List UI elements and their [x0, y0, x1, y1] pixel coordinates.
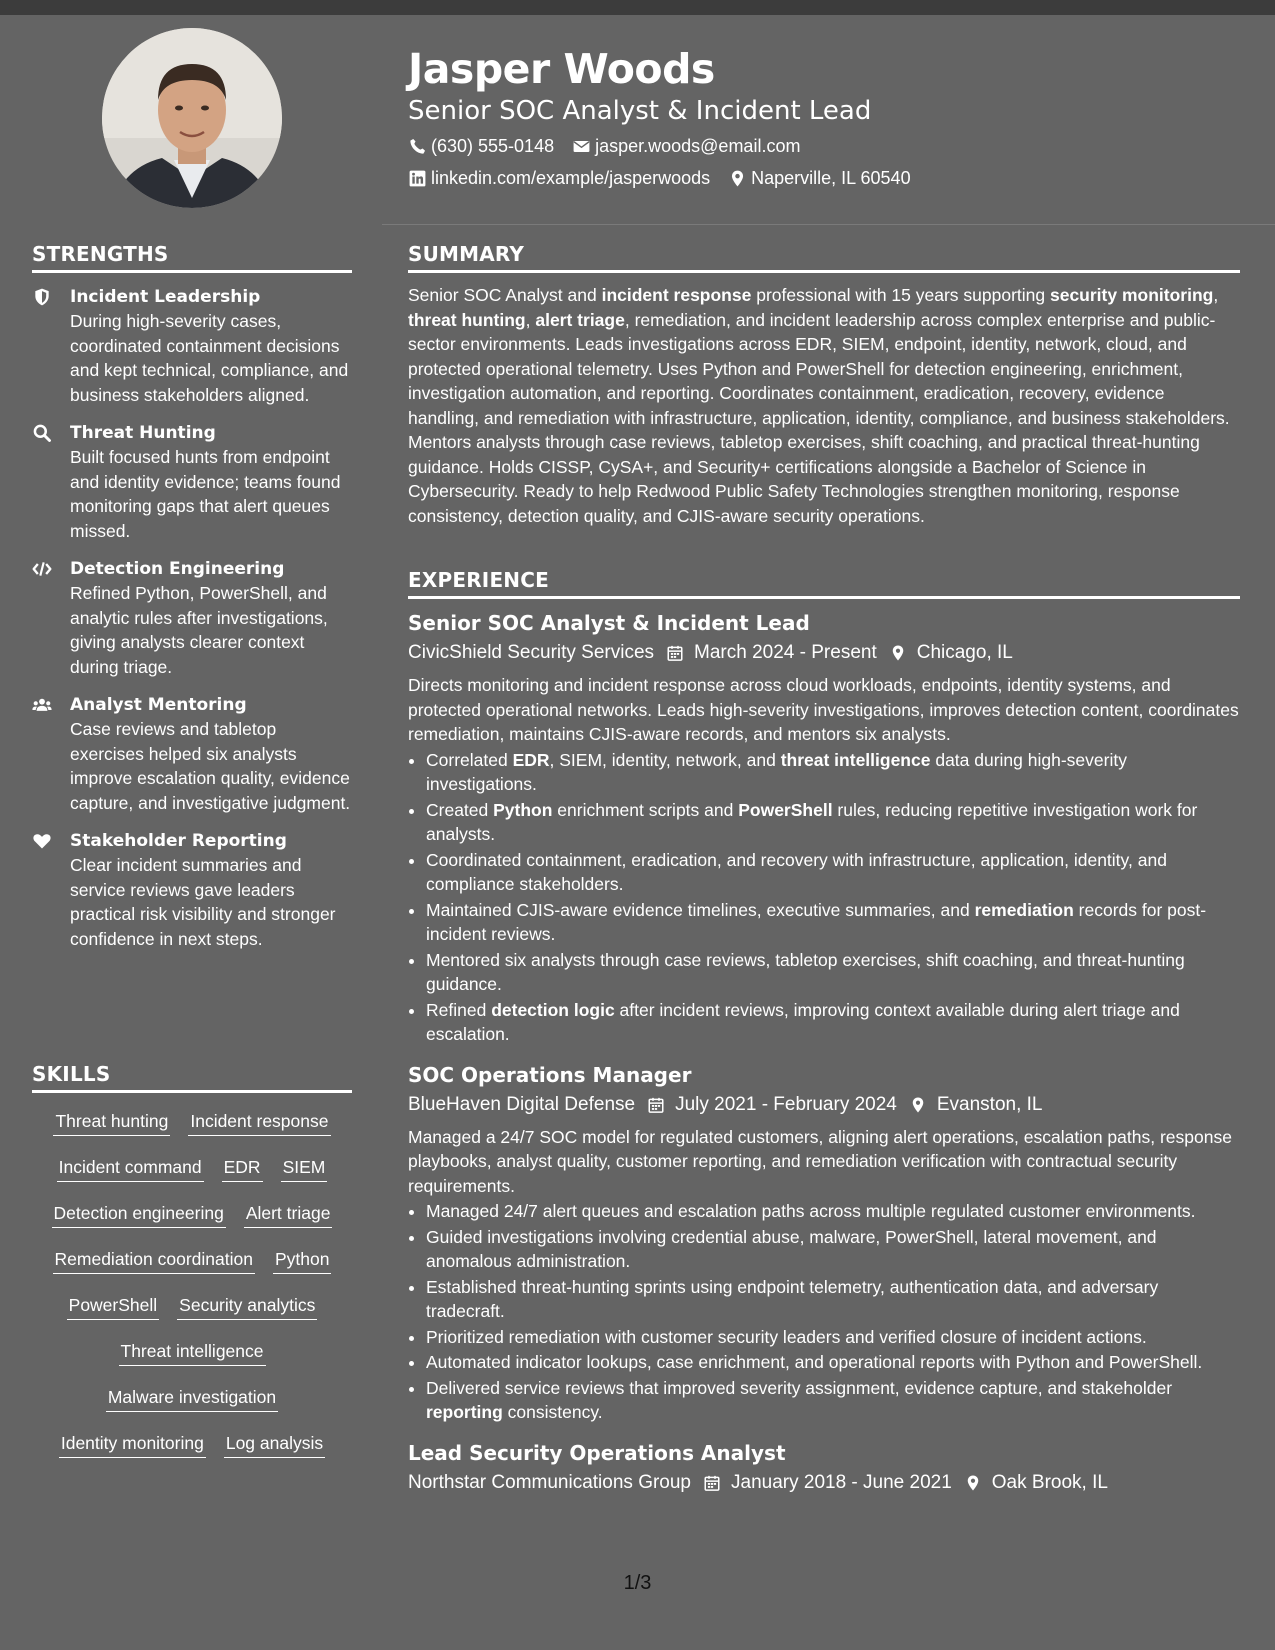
linkedin-contact[interactable] [408, 166, 710, 190]
strength-item [32, 829, 352, 951]
strength-item [32, 421, 352, 543]
list-item: • Delivered service reviews that improved severity assignment, evidence capture, and stakeholder reporting consistency. [426, 1376, 1240, 1425]
emphasis: detection logic [491, 999, 615, 1020]
phone-icon [408, 137, 427, 156]
location-pin-icon [909, 1096, 927, 1114]
job-company: Northstar Communications Group [408, 1471, 691, 1493]
summary-section [408, 242, 1240, 528]
profile-photo [102, 28, 282, 208]
emphasis: PowerShell [738, 799, 833, 820]
job-description: Directs monitoring and incident response across cloud workloads, endpoints, identity systems, and protected operational networks. Leads high-severity investigations, improves detection content, coordinates remediation, maintains CJIS-aware records, and mentors six analysts. [408, 675, 1239, 744]
skill-tag: SIEM [281, 1155, 328, 1182]
job-entry [408, 1439, 1240, 1497]
emphasis: security monitoring [1049, 285, 1214, 305]
emphasis: threat intelligence [780, 749, 931, 770]
strength-item [32, 693, 352, 815]
skill-tag: Incident response [188, 1109, 330, 1136]
linkedin-text[interactable]: linkedin.com/example/jasperwoods [431, 168, 711, 188]
skill-tag: Log analysis [224, 1431, 325, 1458]
page-number: 1/3 [623, 1572, 652, 1594]
job-entry [408, 609, 1240, 1047]
skill-tag: Malware investigation [106, 1385, 278, 1412]
strength-desc: Case reviews and tabletop exercises helped six analysts improve escalation quality, evidence capture, and investigative judgment. [70, 719, 351, 813]
strengths-title: STRENGTHS [32, 242, 352, 273]
location-pin-icon [889, 644, 907, 662]
header-divider [382, 224, 1275, 225]
list-item: • Guided investigations involving credential abuse, malware, PowerShell, lateral movement, and anomalous administration. [426, 1225, 1240, 1274]
strength-item [32, 557, 352, 679]
job-meta [408, 1091, 1240, 1119]
emphasis: threat hunting [408, 309, 526, 330]
skill-tag: Alert triage [244, 1201, 333, 1228]
job-location: Oak Brook, IL [991, 1471, 1108, 1493]
list-item: • Managed 24/7 alert queues and escalation paths across multiple regulated customer environments. [426, 1199, 1240, 1224]
strength-title: Analyst Mentoring [70, 695, 247, 715]
job-dates: July 2021 - February 2024 [675, 1093, 897, 1115]
emphasis: remediation [974, 899, 1074, 920]
skill-tag: PowerShell [67, 1293, 160, 1320]
email-contact[interactable] [572, 134, 800, 158]
heart-icon [32, 829, 70, 951]
location-pin-icon [728, 169, 747, 188]
skills-section [32, 1062, 352, 1469]
job-entry [408, 1061, 1240, 1425]
strength-desc: During high-severity cases, coordinated containment decisions and kept technical, compliance, and business stakeholders aligned. [70, 311, 349, 405]
job-location: Evanston, IL [936, 1093, 1043, 1115]
list-item: • Automated indicator lookups, case enrichment, and operational reports with Python and PowerShell. [426, 1350, 1240, 1375]
list-item: • Maintained CJIS-aware evidence timelines, executive summaries, and remediation records for post-incident reviews. [426, 898, 1240, 947]
location-contact [728, 166, 910, 190]
skill-tag: Identity monitoring [59, 1431, 206, 1458]
email-icon [572, 137, 591, 156]
job-title: Senior SOC Analyst & Incident Lead [408, 611, 810, 635]
strengths-section [32, 242, 352, 951]
skill-tag: Detection engineering [52, 1201, 226, 1228]
experience-section [408, 568, 1240, 1497]
skills-title: SKILLS [32, 1062, 352, 1093]
contact-row-1 [408, 134, 818, 158]
strength-desc: Built focused hunts from endpoint and identity evidence; teams found monitoring gaps that alert queues missed. [70, 447, 341, 541]
skill-tag: Python [273, 1247, 331, 1274]
job-bullets [408, 748, 1240, 1047]
location-pin-icon [964, 1474, 982, 1492]
list-item: • Mentored six analysts through case reviews, tabletop exercises, shift coaching, and threat-hunting guidance. [426, 948, 1240, 997]
strength-title: Incident Leadership [70, 287, 261, 307]
linkedin-icon [408, 169, 427, 188]
skill-tag: Security analytics [177, 1293, 317, 1320]
list-item: • Created Python enrichment scripts and PowerShell rules, reducing repetitive investigation work for analysts. [426, 798, 1240, 847]
location-text: Naperville, IL 60540 [751, 168, 911, 188]
skill-tag: Threat hunting [53, 1109, 170, 1136]
list-item: • Coordinated containment, eradication, and recovery with infrastructure, application, identity, and compliance stakeholders. [426, 848, 1240, 897]
skill-tag: Threat intelligence [119, 1339, 266, 1366]
job-title: Lead Security Operations Analyst [408, 1440, 786, 1465]
phone-text: (630) 555-0148 [431, 136, 555, 156]
strength-item [32, 285, 352, 407]
job-dates: January 2018 - June 2021 [731, 1471, 952, 1493]
job-title: SOC Operations Manager [408, 1062, 692, 1087]
summary-title: SUMMARY [408, 242, 1240, 273]
skill-tag: EDR [222, 1155, 263, 1182]
list-item: • Established threat-hunting sprints using endpoint telemetry, authentication data, and adversary tradecraft. [426, 1275, 1240, 1324]
shield-icon [32, 285, 70, 407]
contact-row-2 [408, 166, 929, 190]
strength-title: Stakeholder Reporting [70, 831, 287, 851]
users-icon [32, 693, 70, 815]
search-icon [32, 421, 70, 543]
job-meta [408, 639, 1240, 667]
job-bullets [408, 1199, 1240, 1425]
list-item: • Correlated EDR, SIEM, identity, network, and threat intelligence data during high-severity investigations. [426, 748, 1240, 797]
strength-desc: Clear incident summaries and service reviews gave leaders practical risk visibility and stronger confidence in next steps. [70, 855, 336, 949]
emphasis: Python [493, 799, 553, 820]
emphasis: incident response [601, 285, 752, 305]
job-company: CivicShield Security Services [408, 642, 655, 663]
job-location: Chicago, IL [916, 642, 1013, 663]
candidate-headline: Senior SOC Analyst & Incident Lead [408, 96, 872, 126]
calendar-icon [666, 644, 684, 662]
top-bar [0, 0, 1275, 15]
calendar-icon [703, 1474, 721, 1492]
strength-desc: Refined Python, PowerShell, and analytic rules after investigations, giving analysts clearer context during triage. [70, 583, 328, 677]
strength-title: Detection Engineering [70, 559, 285, 579]
skill-tag: Incident command [57, 1155, 204, 1182]
skill-tag: Remediation coordination [53, 1247, 255, 1274]
skills-list [32, 1101, 352, 1469]
candidate-name: Jasper Woods [408, 45, 715, 93]
job-description: Managed a 24/7 SOC model for regulated customers, aligning alert operations, escalation paths, response playbooks, analyst quality, customer reporting, and remediation verification with contractual security requirements. [408, 1126, 1232, 1196]
emphasis: reporting [426, 1402, 503, 1422]
emphasis: alert triage [535, 309, 625, 330]
list-item: • Refined detection logic after incident reviews, improving context available during alert triage and escalation. [426, 998, 1240, 1047]
list-item: • Prioritized remediation with customer security leaders and verified closure of incident actions. [426, 1325, 1240, 1350]
code-icon [32, 557, 70, 679]
summary-text: Senior SOC Analyst and incident response professional with 15 years supporting security monitoring, threat hunting, alert triage, remediation, and incident leadership across complex enterprise and public-sector environments. Leads investigations across EDR, SIEM, endpoint, identity, network, cloud, and protected operational telemetry. Uses Python and PowerShell for detection engineering, enrichment, investigation automation, and reporting. Coordinates containment, eradication, recovery, evidence handling, and remediation with infrastructure, application, identity, compliance, and business stakeholders. Mentors analysts through case reviews, tabletop exercises, shift coaching, and practical threat-hunting guidance. Holds CISSP, CySA+, and Security+ certifications alongside a Bachelor of Science in Cybersecurity. Ready to help Redwood Public Safety Technologies strengthen monitoring, response consistency, detection quality, and CJIS-aware security operations. [408, 285, 1230, 526]
emphasis: EDR [512, 749, 550, 770]
strength-title: Threat Hunting [70, 423, 216, 443]
calendar-icon [647, 1096, 665, 1114]
job-dates: March 2024 - Present [694, 642, 877, 663]
email-text[interactable]: jasper.woods@email.com [595, 136, 801, 156]
experience-title: EXPERIENCE [408, 568, 1240, 599]
job-company: BlueHaven Digital Defense [408, 1093, 636, 1115]
job-meta [408, 1469, 1240, 1497]
phone-contact [408, 134, 554, 158]
